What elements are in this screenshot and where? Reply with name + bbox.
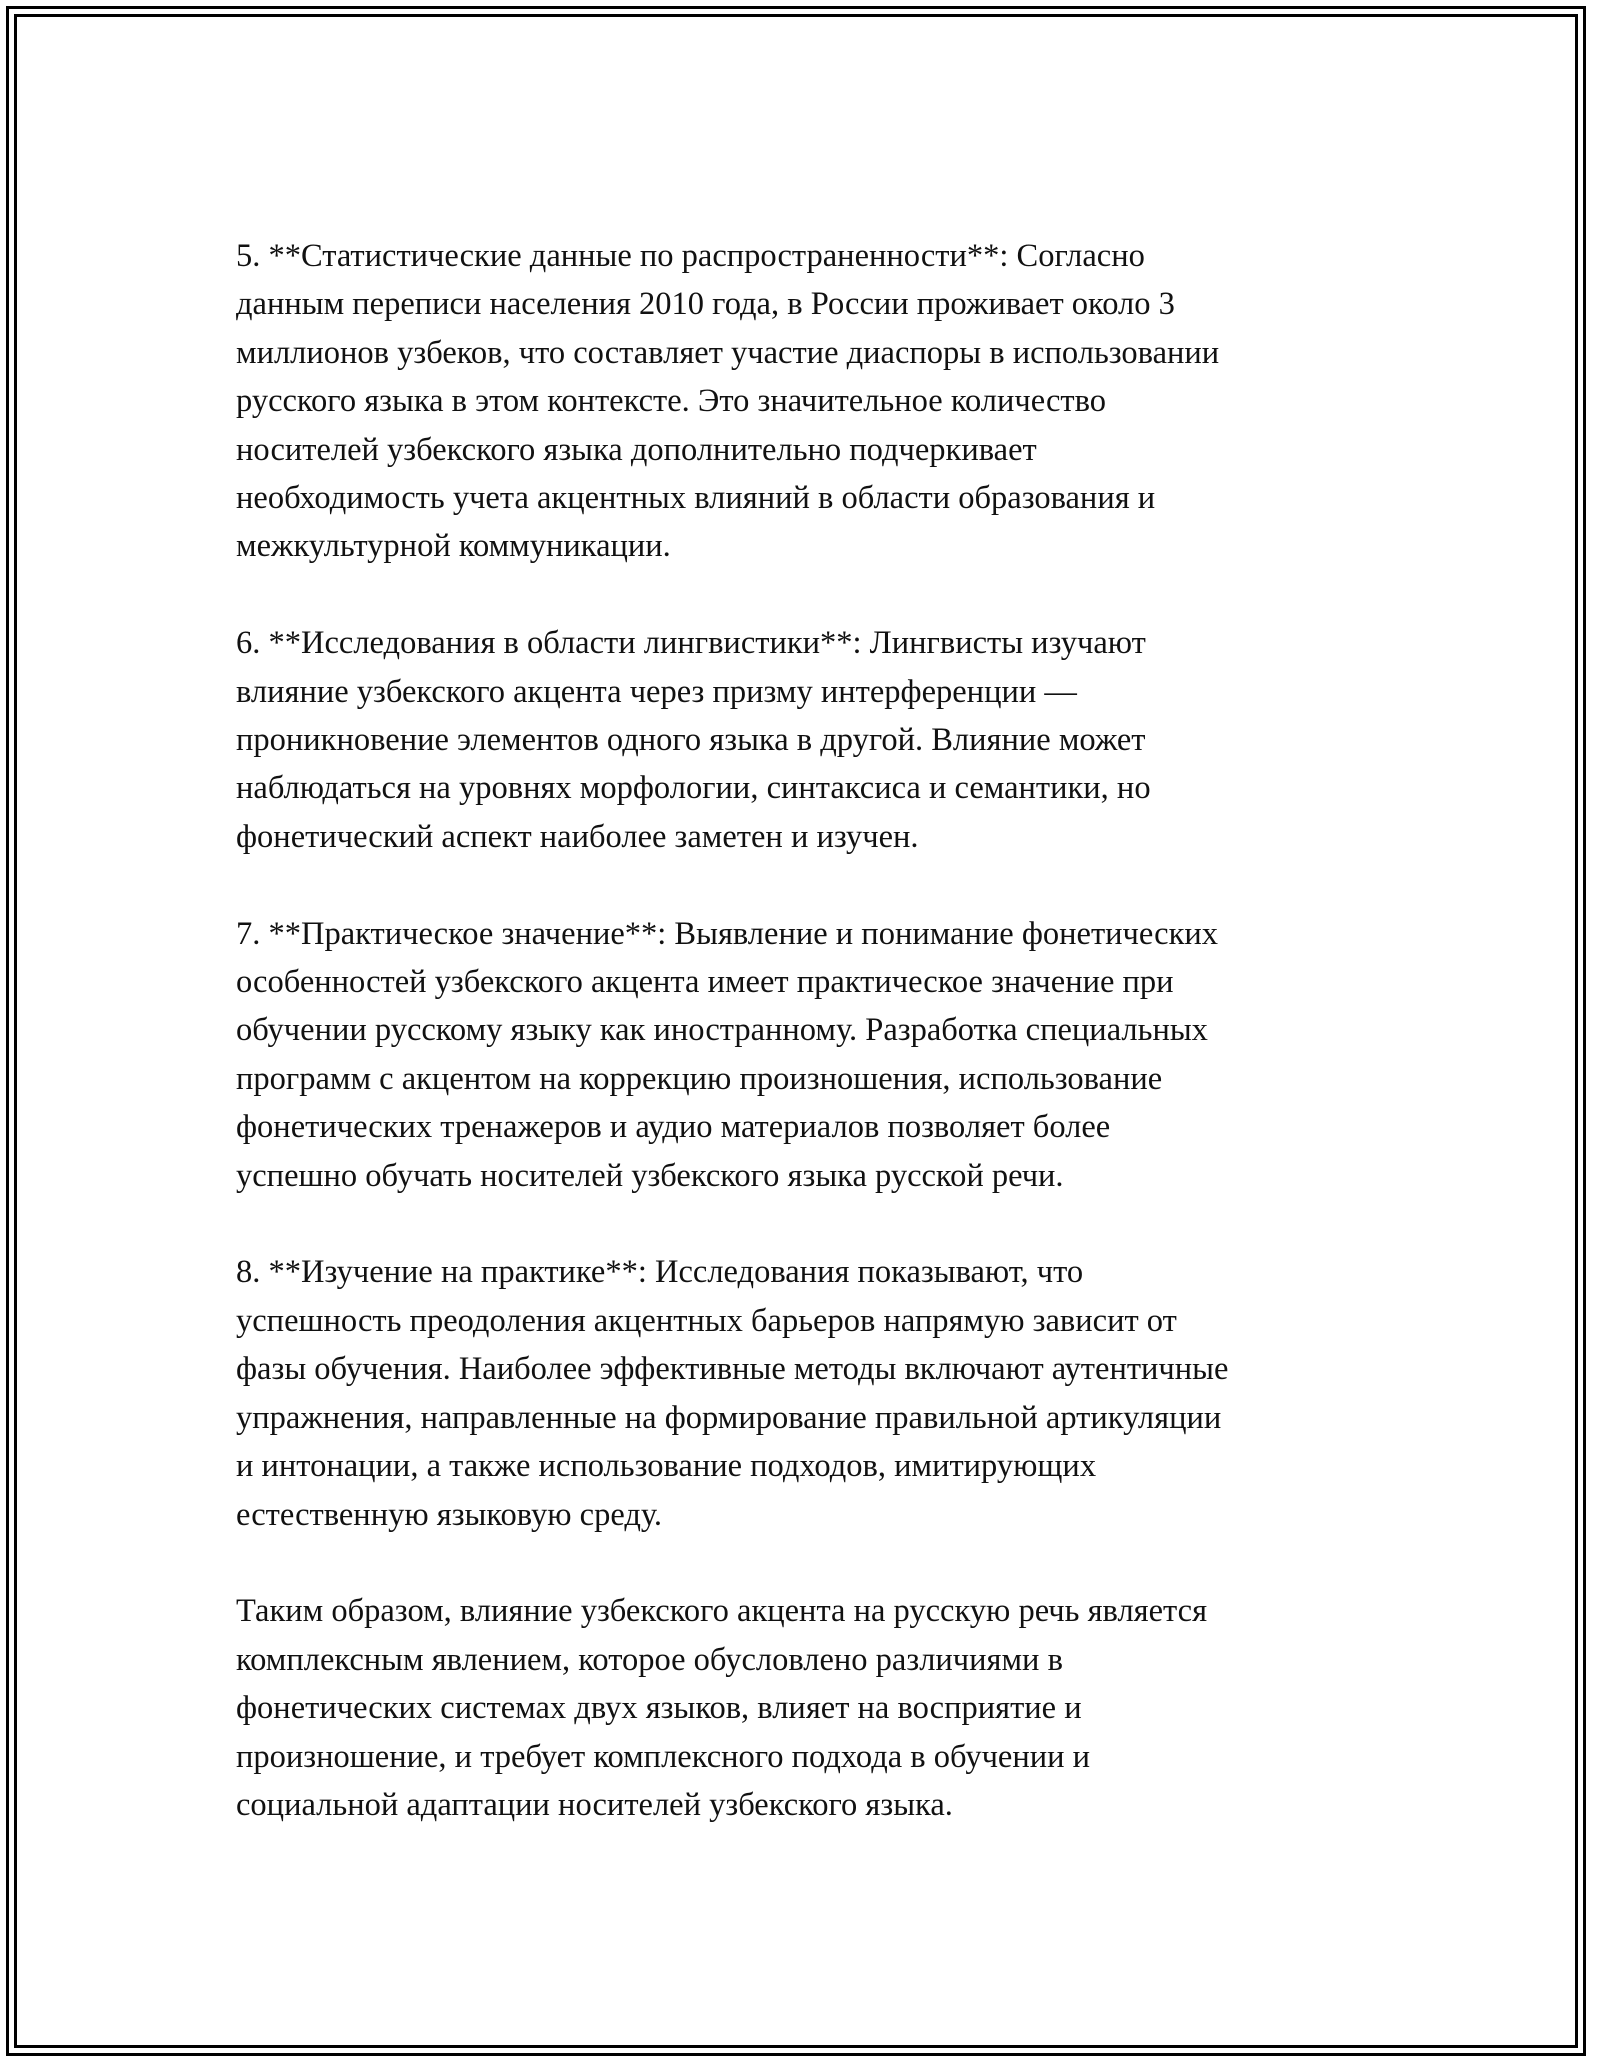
paragraph-conclusion: Таким образом, влияние узбекского акцента на русскую речь является комплексным явлением, которое обусловлено различиями в фонетических системах двух языков, влияет на восприятие и произношение, и требует комплексного подхода в обучении и социальной адаптации носителей узбекского языка.: [236, 1593, 1208, 1823]
paragraph-statistics: 5. **Статистические данные по распространенности**: Согласно данным переписи населения 2010 года, в России проживает около 3 миллионов узбеков, что составляет участие диаспоры в использовании русского языка в этом контексте. Это значительное количество носителей узбекского языка дополнительно подчеркивает необходимость учета акцентных влияний в области образования и межкультурной коммуникации.: [236, 238, 1220, 565]
paragraph-practice-study: 8. **Изучение на практике**: Исследования показывают, что успешность преодоления акцентных барьеров напрямую зависит от фазы обучения. Наиболее эффективные методы включают аутентичные упражнения, направленные на формирование правильной артикуляции и интонации, а также использование подходов, имитирующих естественную языковую среду.: [236, 1254, 1229, 1533]
paragraph-practical-significance: 7. **Практическое значение**: Выявление и понимание фонетических особенностей узбекского акцента имеет практическое значение при обучении русскому языку как иностранному. Разработка специальных программ с акцентом на коррекцию произношения, использование фонетических тренажеров и аудио материалов позволяет более успешно обучать носителей узбекского языка русской речи.: [236, 915, 1218, 1194]
paragraph-linguistics-research: 6. **Исследования в области лингвистики**: Лингвисты изучают влияние узбекского акцента через призму интерференции — проникновение элементов одного языка в другой. Влияние может наблюдаться на уровнях морфологии, синтаксиса и семантики, но фонетический аспект наиболее заметен и изучен.: [236, 625, 1151, 855]
document-body: [236, 232, 1386, 1829]
